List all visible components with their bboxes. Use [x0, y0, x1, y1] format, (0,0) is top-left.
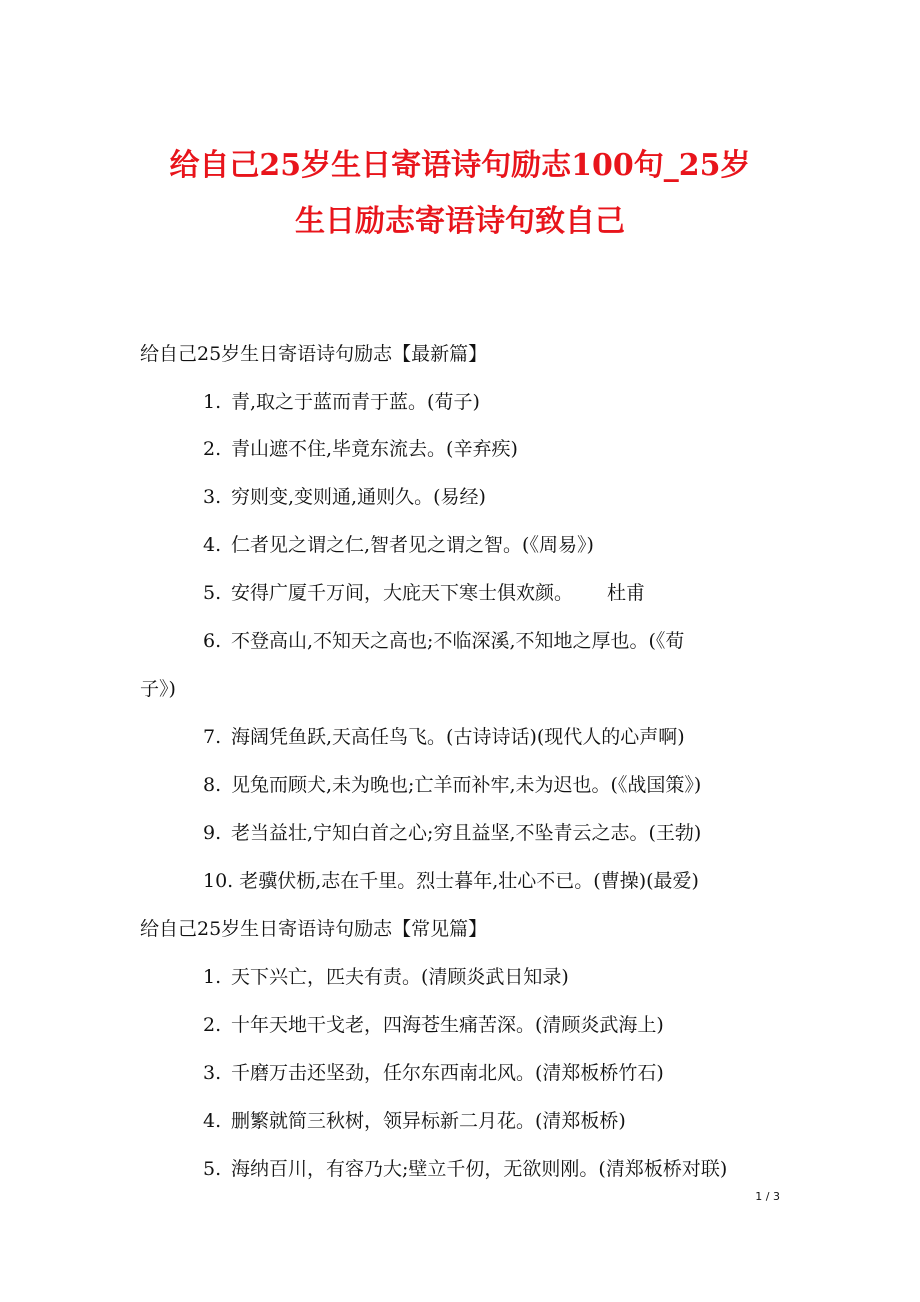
list-item — [203, 581, 645, 605]
list-item — [203, 1013, 664, 1037]
list-item — [203, 869, 699, 893]
item-text: 删繁就简三秋树，领异标新二月花。(清郑板桥) — [231, 1110, 626, 1132]
section-heading-common: 给自己25岁生日寄语诗句励志【常见篇】 — [140, 918, 488, 940]
item-number: 3. — [203, 486, 222, 508]
item-number: 4. — [203, 1110, 222, 1132]
item-number: 5. — [203, 1158, 222, 1180]
item-text: 天下兴亡，匹夫有责。(清顾炎武日知录) — [231, 966, 569, 988]
list-item — [203, 485, 486, 509]
item-text: 穷则变,变则通,通则久。(易经) — [231, 486, 486, 508]
item-number: 1. — [203, 966, 222, 988]
item-text: 老当益壮,宁知白首之心;穷且益坚,不坠青云之志。(王勃) — [231, 822, 702, 844]
section-heading-latest: 给自己25岁生日寄语诗句励志【最新篇】 — [140, 343, 488, 365]
item-number: 3. — [203, 1062, 222, 1084]
item-text: 老骥伏枥,志在千里。烈士暮年,壮心不已。(曹操)(最爱) — [239, 870, 699, 892]
list-item — [203, 437, 518, 461]
item-number: 9. — [203, 822, 222, 844]
item-author: 杜甫 — [607, 582, 646, 604]
list-item — [203, 1109, 626, 1133]
item-number: 6. — [203, 630, 222, 652]
item-text: 见兔而顾犬,未为晚也;亡羊而补牢,未为迟也。(《战国策》) — [231, 774, 702, 796]
item-text: 仁者见之谓之仁,智者见之谓之智。(《周易》) — [231, 534, 594, 556]
item-number: 2. — [203, 1014, 222, 1036]
list-item — [203, 629, 684, 653]
item-text: 不登高山,不知天之高也;不临深溪,不知地之厚也。(《荀 — [231, 630, 685, 652]
item-number: 4. — [203, 534, 222, 556]
item-continuation: 子》) — [140, 678, 176, 700]
item-text: 青,取之于蓝而青于蓝。(荀子) — [231, 391, 480, 413]
list-item — [203, 821, 701, 845]
item-text: 海纳百川，有容乃大;壁立千仞，无欲则刚。(清郑板桥对联) — [231, 1158, 728, 1180]
item-number: 7. — [203, 726, 222, 748]
title-line-2: 生日励志寄语诗句致自己 — [295, 204, 625, 239]
list-item — [203, 773, 701, 797]
item-text: 安得广厦千万间，大庇天下寒士俱欢颜。 — [231, 582, 574, 604]
list-item — [203, 965, 569, 989]
item-number: 2. — [203, 438, 222, 460]
list-item — [203, 1157, 727, 1181]
item-number: 1. — [203, 391, 222, 413]
item-text: 青山遮不住,毕竟东流去。(辛弃疾) — [231, 438, 518, 460]
item-text: 千磨万击还坚劲，任尔东西南北风。(清郑板桥竹石) — [231, 1062, 664, 1084]
item-text: 十年天地干戈老，四海苍生痛苦深。(清顾炎武海上) — [231, 1014, 664, 1036]
list-item — [203, 533, 594, 557]
document-title — [0, 138, 920, 250]
list-item — [203, 725, 685, 749]
item-number: 8. — [203, 774, 222, 796]
list-item — [203, 390, 480, 414]
title-line-1: 给自己25岁生日寄语诗句励志100句_25岁 — [169, 148, 751, 183]
item-number: 10. — [203, 870, 234, 892]
item-number: 5. — [203, 582, 222, 604]
list-item — [203, 1061, 664, 1085]
item-text: 海阔凭鱼跃,天高任鸟飞。(古诗诗话)(现代人的心声啊) — [231, 726, 685, 748]
page-number: 1 / 3 — [755, 1190, 780, 1203]
